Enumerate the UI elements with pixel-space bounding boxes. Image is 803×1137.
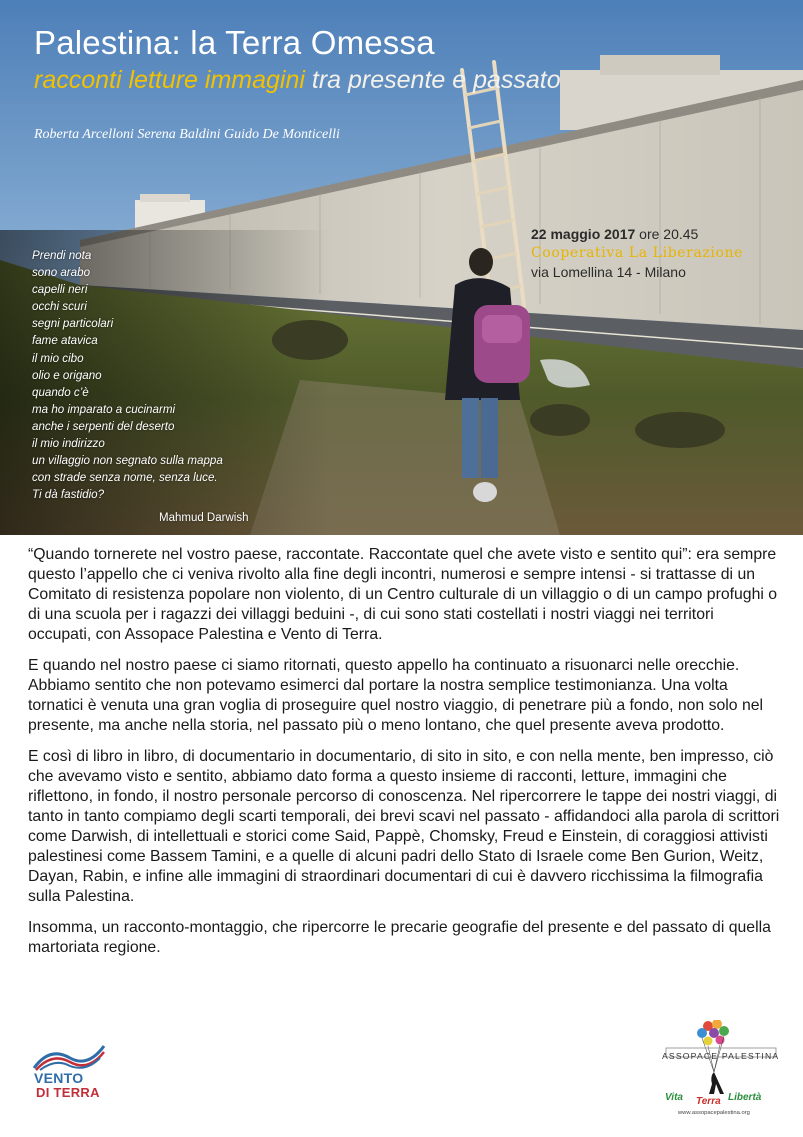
poem-line: Prendi nota bbox=[32, 249, 92, 262]
poem bbox=[32, 247, 223, 503]
assopace-url: www.assopacepalestina.org bbox=[678, 1110, 750, 1116]
assopace-name: ASSOPACE PALESTINA bbox=[662, 1051, 780, 1061]
authors-line: Roberta Arcelloni Serena Baldini Guido De Monticelli bbox=[34, 127, 340, 142]
event-time: ore 20.45 bbox=[635, 226, 699, 242]
poem-line: con strade senza nome, senza luce. bbox=[32, 471, 218, 485]
vento-wind-icon bbox=[30, 1040, 110, 1072]
body-paragraph: E quando nel nostro paese ci siamo ritornati, questo appello ha continuato a risuonarci nelle orecchie. Abbiamo sentito che non potevamo esimerci dal portare la nostra semplice testimonianza. Una volta tornatici è venuta una gran voglia di proseguire quel nostro viaggio, di penetrare più a fondo, non solo nel presente, ma anche nella storia, nel passato più o meno lontano, che quel presente aveva prodotto. bbox=[28, 657, 764, 734]
assopace-liberta: Libertà bbox=[728, 1092, 762, 1103]
event-datetime bbox=[531, 225, 743, 244]
event-info bbox=[531, 225, 743, 282]
poem-line: anche i serpenti del deserto bbox=[32, 419, 175, 433]
poem-author: Mahmud Darwish bbox=[159, 512, 249, 524]
poem-line: olio e origano bbox=[32, 368, 102, 382]
assopace-terra: Terra bbox=[696, 1096, 721, 1107]
poem-line: occhi scuri bbox=[32, 300, 87, 314]
poem-line: segni particolari bbox=[32, 317, 114, 331]
event-date: 22 maggio 2017 bbox=[531, 226, 636, 242]
hero-photo bbox=[0, 0, 803, 535]
poem-line: capelli neri bbox=[32, 283, 88, 297]
poem-line: un villaggio non segnato sulla mappa bbox=[32, 454, 223, 468]
poem-line: il mio indirizzo bbox=[32, 437, 105, 451]
poem-line: sono arabo bbox=[32, 266, 91, 280]
subtitle-rest: tra presente e passato bbox=[304, 66, 561, 94]
page-subtitle bbox=[34, 66, 561, 95]
body-paragraph: E così di libro in libro, di documentario in documentario, di sito in sito, e con nella mente, ben impresso, ciò che avevamo visto e sentito, abbiamo dato forma a questo insieme di racconti, letture, immagini che riflettono, in fondo, il nostro personale percorso di conoscenza. Nel ripercorrere le tappe dei nostri viaggi, di tanto in tanto compiamo degli scarti temporali, dei brevi scavi nel passato - affidandoci alla parola di scrittori come Darwish, di intellettuali e storici come Said, Pappè, Chomsky, Freud e Einstein, di coraggiosi attivisti palestinesi come Bassem Tamini, e a quelle di alcuni padri dello Stato di Israele come Ben Gurion, Weitz, Dayan, Rabin, e infine alle immagini di straordinari documentari di cui è davvero ricchissima la filmografia sulla Palestina. bbox=[28, 748, 780, 905]
poem-line: quando c’è bbox=[32, 385, 89, 399]
assopace-palestina-logo bbox=[662, 1020, 780, 1120]
poem-line: Ti dà fastidio? bbox=[32, 488, 105, 502]
body-paragraph: Insomma, un racconto-montaggio, che ripercorre le precarie geografie del presente e del passato di quella martoriata regione. bbox=[28, 919, 771, 956]
assopace-vita: Vita bbox=[665, 1092, 683, 1103]
vento-logo-line2: DI TERRA bbox=[36, 1085, 100, 1100]
vento-di-terra-logo bbox=[30, 1040, 110, 1102]
event-address: via Lomellina 14 - Milano bbox=[531, 264, 686, 280]
poem-line: ma ho imparato a cucinarmi bbox=[32, 402, 176, 416]
poem-line: fame atavica bbox=[32, 334, 98, 348]
poem-line: il mio cibo bbox=[32, 351, 84, 365]
page-title: Palestina: la Terra Omessa bbox=[34, 24, 435, 61]
subtitle-accent: racconti letture immagini bbox=[34, 66, 305, 94]
event-venue: Cooperativa La Liberazione bbox=[531, 245, 744, 261]
body-text bbox=[28, 545, 780, 969]
vento-logo-line1: VENTO bbox=[34, 1070, 84, 1086]
body-paragraph: “Quando tornerete nel vostro paese, raccontate. Raccontate quel che avete visto e sentito qui”: era sempre questo l’appello che ci veniva rivolto alla fine degli incontri, numerosi e sempre intensi - si trattasse di un Comitato di resistenza popolare non violento, di un Centro culturale di un villaggio o di un campo profughi o di una scuola per i ragazzi dei villaggi beduini -, di cui sono stati costellati i nostri viaggi nei territori occupati, con Assopace Palestina e Vento di Terra. bbox=[28, 546, 778, 643]
